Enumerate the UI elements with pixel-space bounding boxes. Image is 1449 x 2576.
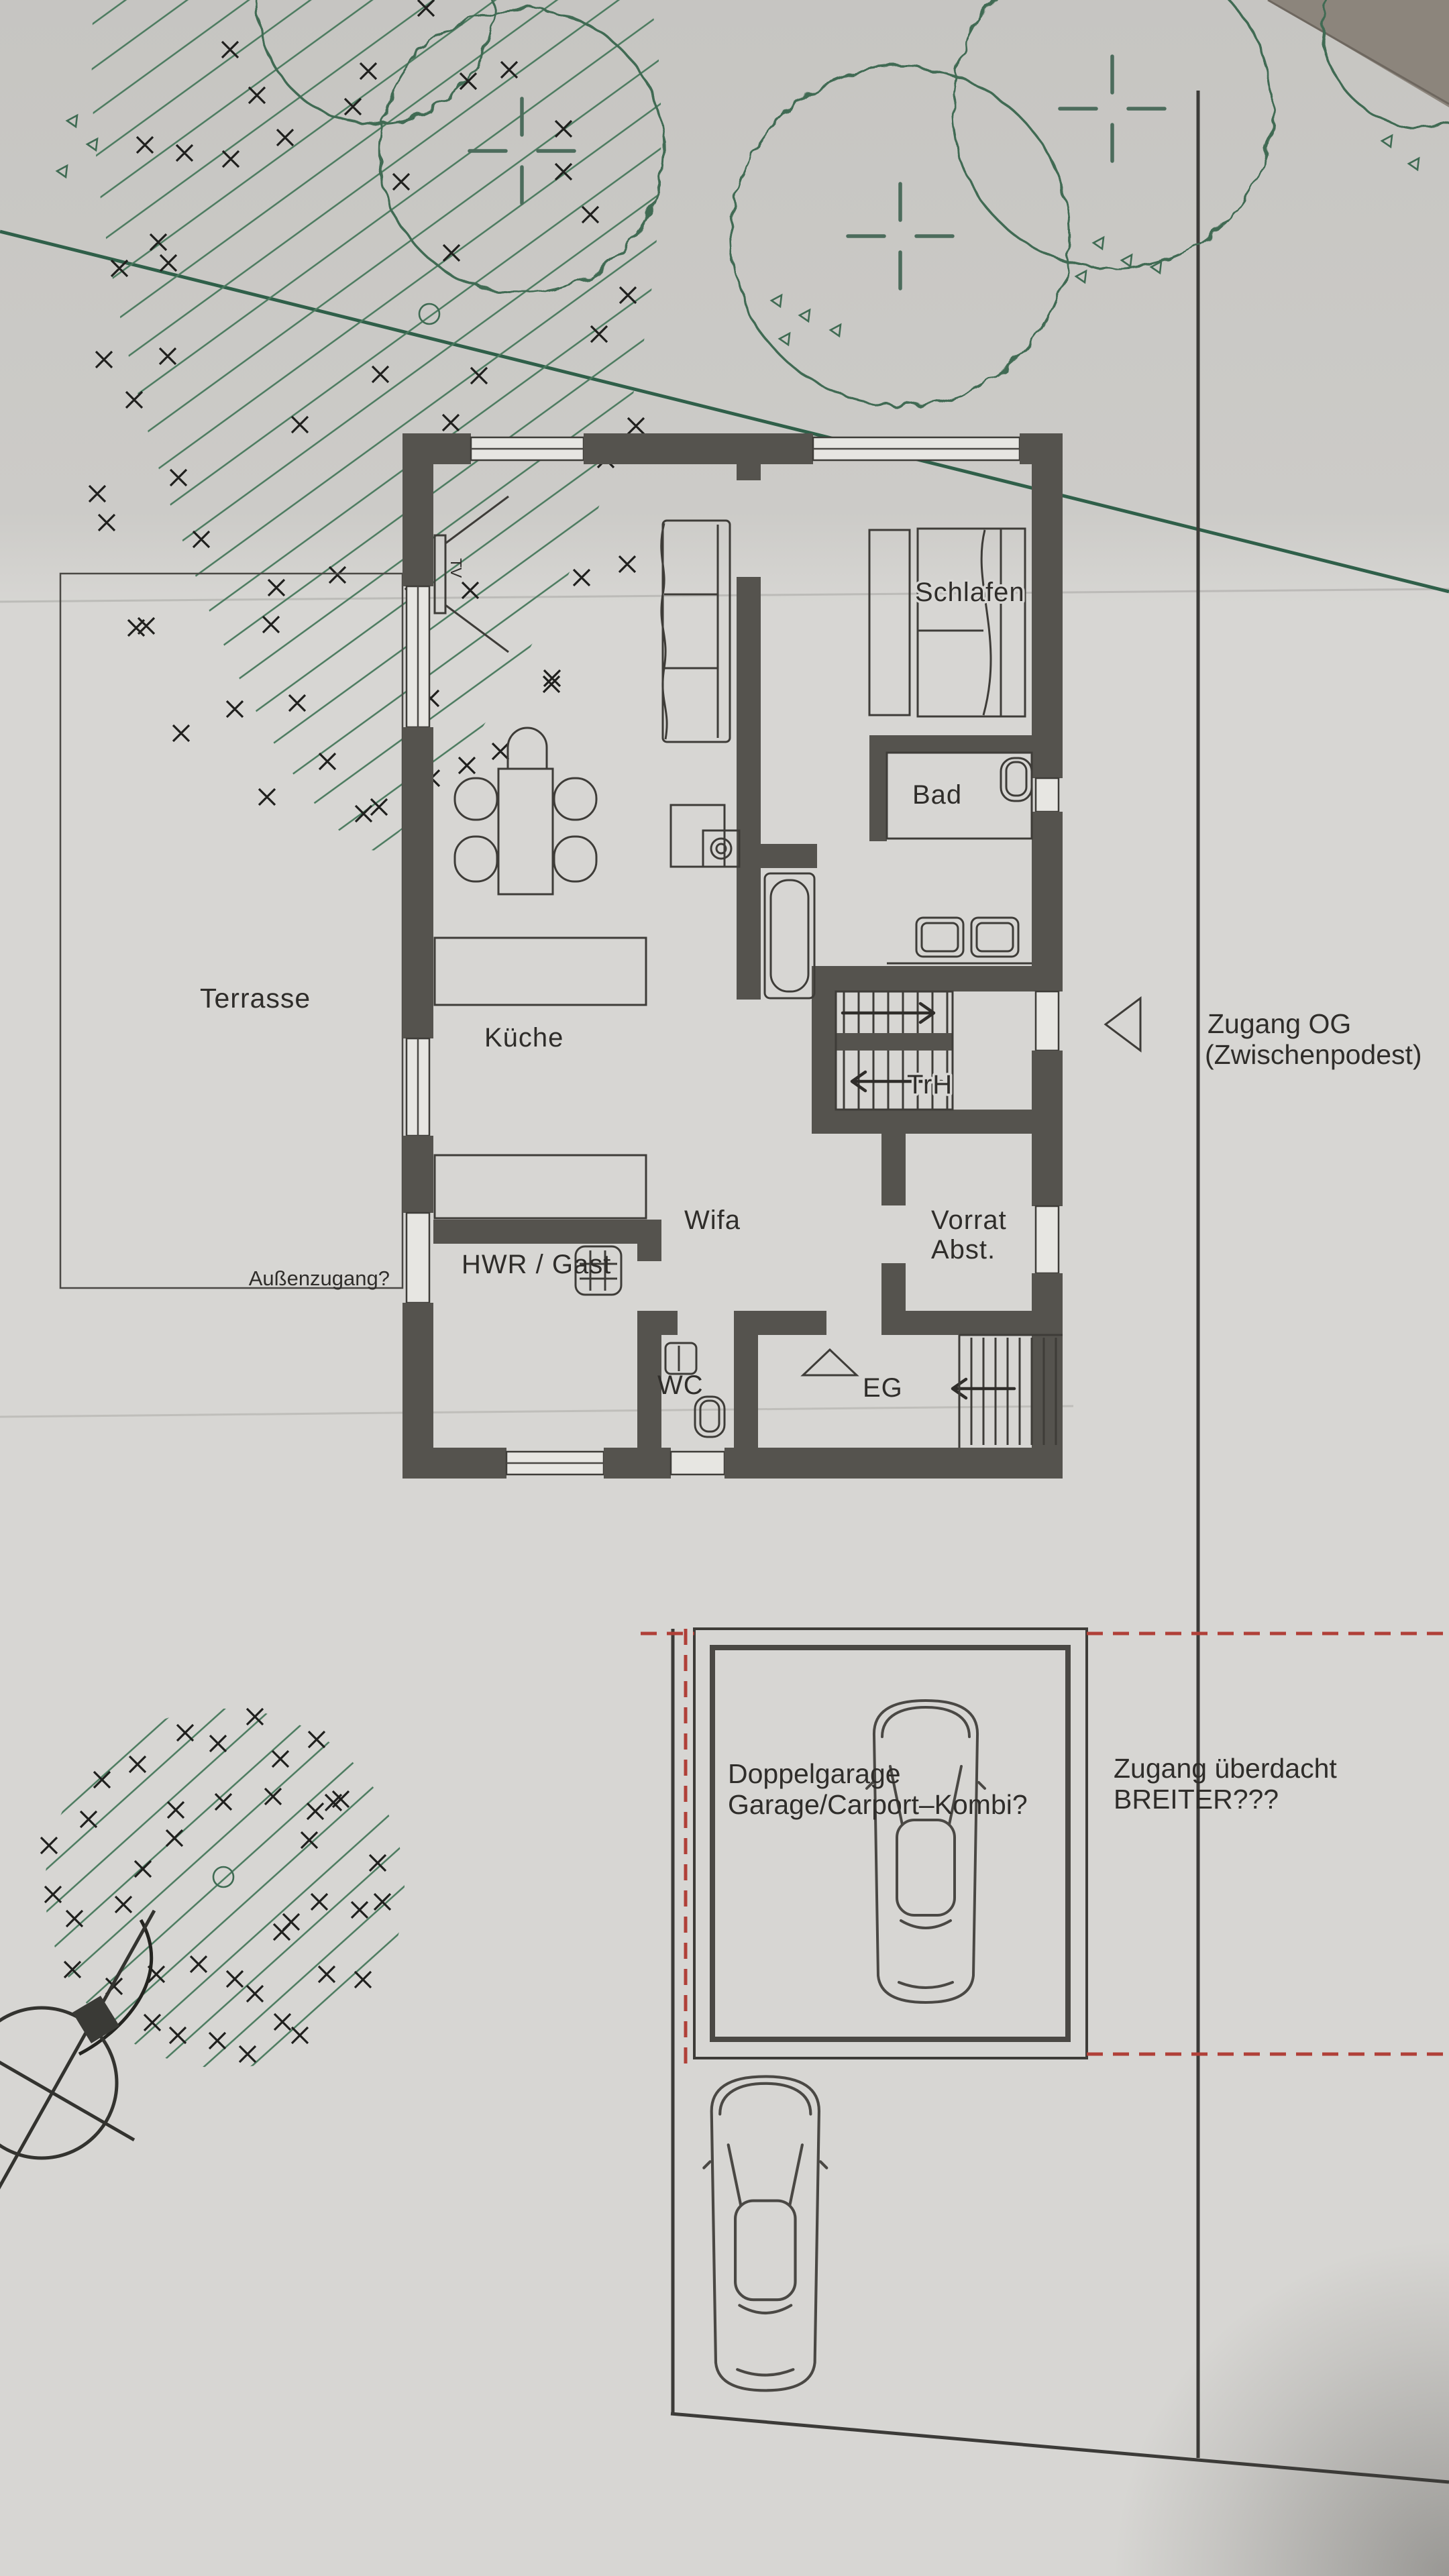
room-label-wifa: Wifa — [684, 1205, 741, 1235]
room-label-wc: WC — [657, 1371, 704, 1400]
room-label-hwr-gast: HWR / Gast — [462, 1250, 612, 1279]
room-label-terrasse: Terrasse — [200, 983, 311, 1014]
annotation-garage-2: Garage/Carport–Kombi? — [728, 1789, 1028, 1820]
annotation-garage-1: Doppelgarage — [728, 1758, 901, 1789]
og-access-door — [1036, 991, 1059, 1051]
room-label-vorrat-1: Vorrat — [931, 1205, 1007, 1235]
room-label-eg: EG — [863, 1373, 903, 1403]
annotation-zugang-ueberdacht-1: Zugang überdacht — [1114, 1753, 1337, 1784]
room-label-kueche: Küche — [484, 1023, 564, 1053]
side-entrance-door — [407, 1213, 429, 1303]
tv-label: TV — [447, 558, 465, 578]
room-label-schlafen: Schlafen — [915, 578, 1025, 607]
room-label-bad: Bad — [912, 780, 963, 810]
room-label-trh: TrH — [907, 1070, 953, 1099]
annotation-zugang-og-1: Zugang OG — [1208, 1008, 1352, 1039]
bath-door-leaf — [869, 753, 887, 841]
photo-shadow — [1114, 2241, 1449, 2576]
room-label-vorrat-2: Abst. — [931, 1235, 996, 1265]
annotation-zugang-og-2: (Zwischenpodest) — [1205, 1039, 1422, 1070]
annotation-aussenzugang: Außenzugang? — [248, 1267, 390, 1290]
annotation-zugang-ueberdacht-2: BREITER??? — [1114, 1784, 1279, 1815]
